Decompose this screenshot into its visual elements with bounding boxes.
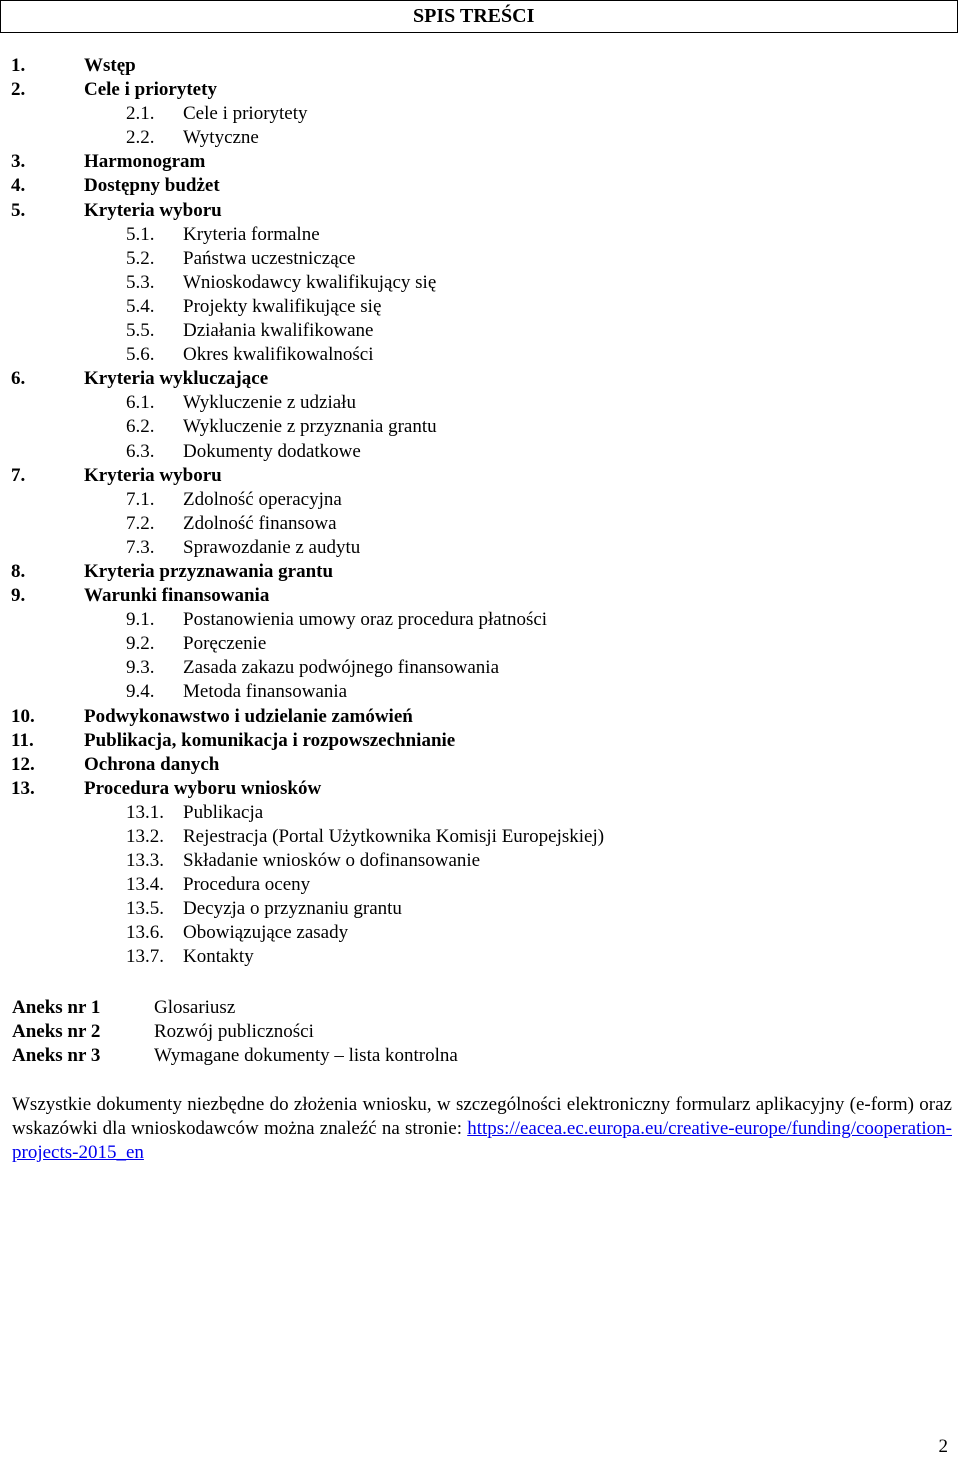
toc-number: 5. <box>11 199 26 221</box>
toc-number: 11. <box>11 729 34 751</box>
toc-number: 6.2. <box>126 416 155 438</box>
annex-row <box>0 1020 960 1044</box>
toc-subsection[interactable] <box>0 849 960 873</box>
toc-section[interactable] <box>0 705 960 729</box>
toc-subsection[interactable] <box>0 440 960 464</box>
toc-number: 7. <box>11 464 26 486</box>
annex-id: Aneks nr 1 <box>12 997 101 1018</box>
toc-label: Zdolność finansowa <box>183 512 337 534</box>
toc-subsection[interactable] <box>0 608 960 632</box>
toc-subsection[interactable] <box>0 632 960 656</box>
toc-subsection[interactable] <box>0 873 960 897</box>
toc-section[interactable] <box>0 560 960 584</box>
page-number: 2 <box>938 1436 948 1457</box>
toc-subsection[interactable] <box>0 512 960 536</box>
funding-link[interactable]: https://eacea.ec.europa.eu/creative-europe/funding/cooperation-projects-2015_en <box>12 1118 952 1163</box>
toc-label: Ochrona danych <box>84 753 220 775</box>
toc-label: Warunki finansowania <box>84 585 270 607</box>
toc-label: Wykluczenie z udziału <box>183 392 356 414</box>
toc-label: Postanowienia umowy oraz procedura płatności <box>183 609 548 631</box>
toc-number: 5.3. <box>126 271 155 293</box>
toc-number: 1. <box>11 55 26 76</box>
toc-label: Kryteria wykluczające <box>84 368 269 390</box>
toc-label: Wstęp <box>84 55 136 76</box>
toc-label: Sprawozdanie z audytu <box>183 536 361 558</box>
toc-section[interactable] <box>0 78 960 102</box>
toc-subsection[interactable] <box>0 488 960 512</box>
annex-list <box>0 996 960 1068</box>
toc-subsection[interactable] <box>0 247 960 271</box>
toc-subsection[interactable] <box>0 391 960 415</box>
toc-number: 5.6. <box>126 344 155 366</box>
toc-number: 5.5. <box>126 320 155 342</box>
annex-title: Glosariusz <box>154 997 236 1018</box>
toc-label: Metoda finansowania <box>183 681 348 703</box>
annex-title: Wymagane dokumenty – lista kontrolna <box>154 1045 458 1067</box>
toc-subsection[interactable] <box>0 656 960 680</box>
toc-label: Kontakty <box>183 946 254 968</box>
toc-label: Wykluczenie z przyznania grantu <box>183 416 437 438</box>
table-of-contents <box>0 54 960 970</box>
toc-section[interactable] <box>0 54 960 78</box>
toc-number: 7.2. <box>126 512 155 534</box>
note-text: Wszystkie dokumenty niezbędne do złożenia wniosku, w szczególności elektroniczny formularz aplikacyjny (e-form) oraz wskazówki dla wnioskodawców można znaleźć na stronie: <box>12 1094 952 1139</box>
toc-section[interactable] <box>0 729 960 753</box>
toc-section[interactable] <box>0 584 960 608</box>
toc-number: 12. <box>11 753 35 775</box>
toc-subsection[interactable] <box>0 415 960 439</box>
toc-label: Procedura oceny <box>183 874 311 896</box>
toc-number: 10. <box>11 705 35 727</box>
page-title: SPIS TREŚCI <box>413 5 535 27</box>
toc-label: Kryteria wyboru <box>84 199 222 221</box>
toc-label: Państwa uczestniczące <box>183 247 356 269</box>
toc-label: Procedura wyboru wniosków <box>84 777 322 799</box>
toc-label: Dokumenty dodatkowe <box>183 440 361 462</box>
toc-number: 5.2. <box>126 247 155 269</box>
toc-number: 9.3. <box>126 657 155 679</box>
toc-label: Harmonogram <box>84 151 206 173</box>
toc-label: Cele i priorytety <box>183 103 308 125</box>
toc-number: 9.4. <box>126 681 155 703</box>
toc-number: 9.1. <box>126 609 155 631</box>
toc-label: Decyzja o przyznaniu grantu <box>183 898 402 920</box>
toc-number: 7.1. <box>126 488 155 510</box>
annex-id: Aneks nr 3 <box>12 1045 101 1067</box>
toc-subsection[interactable] <box>0 801 960 825</box>
toc-number: 2. <box>11 79 26 101</box>
toc-label: Okres kwalifikowalności <box>183 344 374 366</box>
toc-number: 13.3. <box>126 850 164 872</box>
toc-section[interactable] <box>0 777 960 801</box>
toc-number: 13.2. <box>126 826 164 847</box>
toc-label: Kryteria wyboru <box>84 464 222 486</box>
annex-title: Rozwój publiczności <box>154 1021 314 1043</box>
toc-section[interactable] <box>0 367 960 391</box>
toc-number: 13.1. <box>126 801 164 823</box>
title-box <box>0 0 958 33</box>
toc-label: Składanie wniosków o dofinansowanie <box>183 850 481 872</box>
toc-label: Obowiązujące zasady <box>183 922 349 944</box>
toc-number: 6.3. <box>126 440 155 462</box>
toc-label: Podwykonawstwo i udzielanie zamówień <box>84 705 413 727</box>
toc-section[interactable] <box>0 753 960 777</box>
toc-subsection[interactable] <box>0 680 960 704</box>
toc-label: Kryteria formalne <box>183 223 320 245</box>
toc-number: 2.1. <box>126 103 155 125</box>
toc-number: 3. <box>11 151 26 173</box>
toc-number: 8. <box>11 560 26 582</box>
toc-subsection[interactable] <box>0 536 960 560</box>
toc-section[interactable] <box>0 174 960 198</box>
toc-label: Dostępny budżet <box>84 175 220 197</box>
toc-number: 2.2. <box>126 127 155 149</box>
toc-label: Publikacja, komunikacja i rozpowszechnianie <box>84 729 456 751</box>
toc-number: 5.1. <box>126 223 155 245</box>
toc-label: Cele i priorytety <box>84 79 217 101</box>
toc-subsection[interactable] <box>0 343 960 367</box>
annex-id: Aneks nr 2 <box>12 1021 101 1043</box>
toc-subsection[interactable] <box>0 897 960 921</box>
annex-row <box>0 1044 960 1068</box>
toc-subsection[interactable] <box>0 825 960 849</box>
annex-row <box>0 996 960 1020</box>
toc-number: 13.7. <box>126 946 164 968</box>
toc-section[interactable] <box>0 199 960 223</box>
toc-subsection[interactable] <box>0 102 960 126</box>
toc-number: 9. <box>11 585 26 607</box>
toc-label: Działania kwalifikowane <box>183 320 374 342</box>
toc-number: 5.4. <box>126 295 155 317</box>
toc-subsection[interactable] <box>0 223 960 247</box>
toc-label: Zdolność operacyjna <box>183 488 342 510</box>
toc-label: Wnioskodawcy kwalifikujący się <box>183 271 437 293</box>
toc-number: 7.3. <box>126 536 155 558</box>
toc-subsection[interactable] <box>0 126 960 150</box>
toc-number: 13.6. <box>126 922 164 944</box>
toc-number: 6. <box>11 368 26 390</box>
toc-subsection[interactable] <box>0 295 960 319</box>
toc-number: 9.2. <box>126 633 155 655</box>
toc-label: Publikacja <box>183 801 264 823</box>
toc-label: Rejestracja (Portal Użytkownika Komisji Europejskiej) <box>183 826 605 847</box>
toc-label: Wytyczne <box>183 127 259 149</box>
toc-section[interactable] <box>0 464 960 488</box>
toc-number: 13.4. <box>126 874 164 896</box>
toc-subsection[interactable] <box>0 945 960 969</box>
toc-number: 13.5. <box>126 898 164 920</box>
toc-subsection[interactable] <box>0 319 960 343</box>
info-note <box>12 1093 952 1165</box>
toc-number: 13. <box>11 777 35 799</box>
toc-subsection[interactable] <box>0 271 960 295</box>
toc-label: Projekty kwalifikujące się <box>183 295 382 317</box>
toc-label: Zasada zakazu podwójnego finansowania <box>183 657 500 679</box>
toc-label: Kryteria przyznawania grantu <box>84 560 334 582</box>
toc-section[interactable] <box>0 150 960 174</box>
toc-number: 4. <box>11 175 26 197</box>
toc-label: Poręczenie <box>183 633 267 655</box>
toc-number: 6.1. <box>126 392 155 414</box>
toc-subsection[interactable] <box>0 921 960 945</box>
